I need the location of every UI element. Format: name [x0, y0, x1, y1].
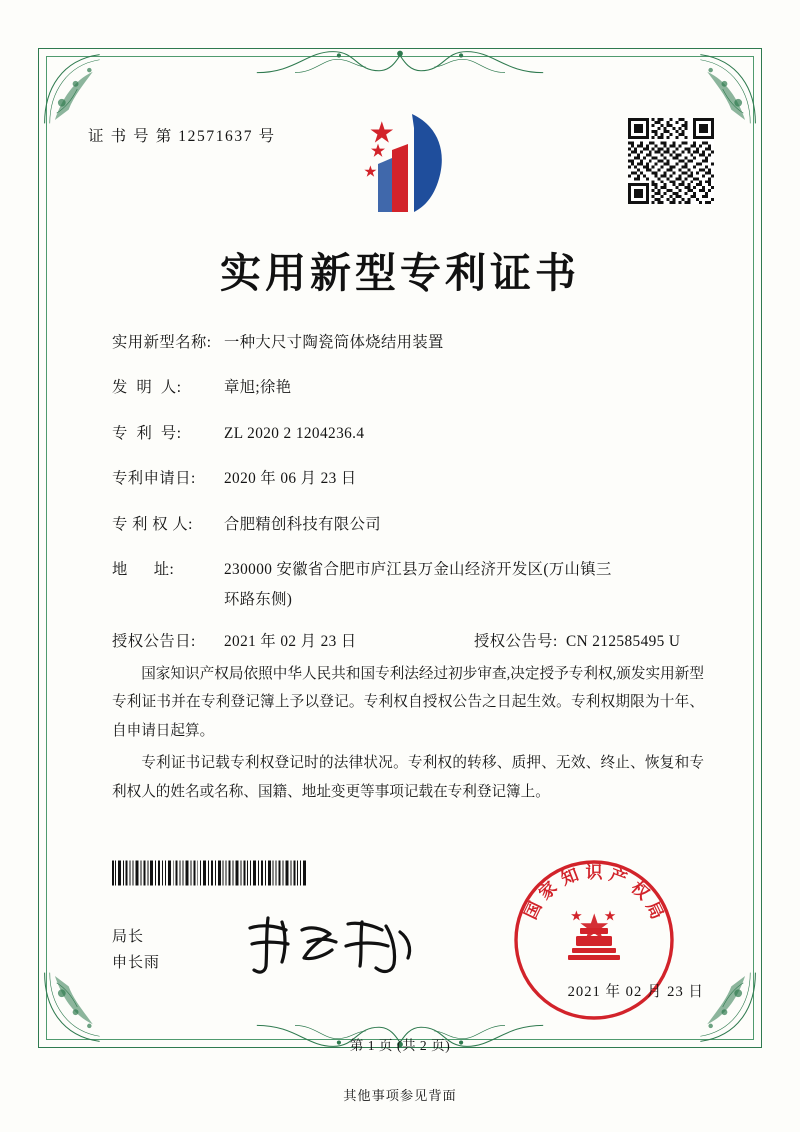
field-label: 地 址: [112, 561, 175, 579]
field-label: 专 利 号: [112, 424, 182, 442]
field-list [112, 332, 704, 676]
field-value: 2020 年 06 月 23 日 [224, 470, 357, 488]
signature-block [112, 924, 160, 977]
seal-date: 2021 年 02 月 23 日 [567, 984, 704, 1000]
field-value: 一种大尺寸陶瓷筒体烧结用装置 [224, 334, 444, 351]
paragraph: 国家知识产权局依照中华人民共和国专利法经过初步审查,决定授予专利权,颁发实用新型专利证书并在专利登记簿上予以登记。专利权自授权公告之日起生效。专利权期限为十年、自申请日起算。 [112, 666, 704, 739]
footer-note: 其他事项参见背面 [343, 1088, 457, 1103]
svg-text:识: 识 [585, 863, 603, 883]
svg-text:知: 知 [558, 865, 582, 890]
qr-code [628, 118, 714, 204]
field-row [112, 631, 704, 654]
top-flourish-icon [255, 44, 545, 86]
field-label: 专利申请日: [112, 470, 196, 488]
field-value-continued: 环路东侧) [224, 590, 293, 608]
signature-role: 局长 [112, 929, 145, 945]
svg-text:国: 国 [521, 898, 547, 923]
field-row [112, 514, 704, 537]
field-value: ZL 2020 2 1204236.4 [224, 424, 365, 442]
field-row [112, 423, 704, 446]
svg-text:局: 局 [641, 898, 667, 923]
svg-text:家: 家 [535, 877, 562, 905]
field-value: 230000 安徽省合肥市庐江县万金山经济开发区(万山镇三 [224, 561, 612, 579]
field-label: 授权公告日: [112, 632, 196, 650]
field-label: 实用新型名称: [112, 334, 212, 351]
field-value: 2021 年 02 月 23 日 [224, 632, 357, 650]
handwritten-signature-icon [236, 908, 426, 980]
page-title: 实用新型专利证书 [220, 249, 580, 297]
svg-text:产: 产 [606, 865, 630, 890]
field-value: CN 212585495 U [566, 632, 681, 650]
cnipa-logo-icon [352, 108, 462, 216]
svg-text:权: 权 [626, 877, 653, 905]
field-row [112, 377, 704, 400]
field-row [112, 332, 704, 355]
legal-text [112, 660, 704, 810]
paragraph: 专利证书记载专利权登记时的法律状况。专利权的转移、质押、无效、终止、恢复和专利权人的姓名或名称、国籍、地址变更等事项记载在专利登记簿上。 [112, 755, 704, 800]
field-row [112, 468, 704, 491]
signature-name: 申长雨 [112, 955, 161, 972]
field-value: 章旭;徐艳 [224, 379, 292, 397]
certificate-number: 证 书 号 第 12571637 号 [88, 128, 276, 145]
field-value: 合肥精创科技有限公司 [224, 515, 381, 533]
field-label: 授权公告号: [474, 632, 558, 650]
page-number: 第 1 页 (共 2 页) [349, 1038, 451, 1053]
field-label: 发 明 人: [112, 379, 182, 397]
field-label: 专 利 权 人: [112, 515, 193, 533]
corner-ornament-icon [36, 46, 122, 132]
barcode [112, 860, 308, 886]
field-row [112, 559, 704, 582]
